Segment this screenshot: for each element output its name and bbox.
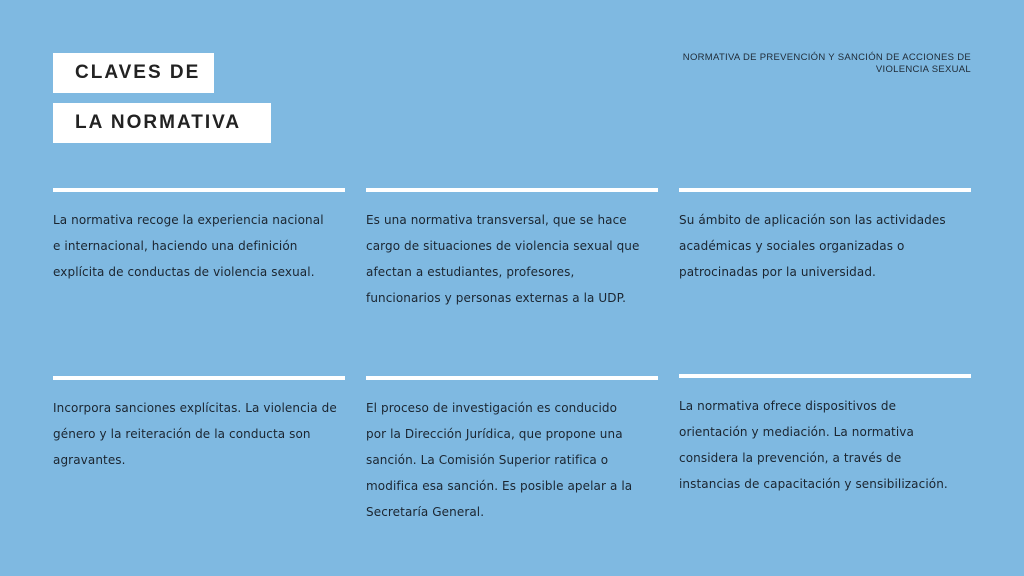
- card-text: [679, 393, 971, 497]
- title-line-2: LA NORMATIVA: [53, 103, 271, 143]
- card-text: [366, 207, 658, 311]
- card-text-line: e internacional, haciendo una definición: [53, 239, 298, 253]
- card-text-line: por la Dirección Jurídica, que propone una: [366, 427, 623, 441]
- key-point-card: [53, 376, 345, 473]
- card-text-line: Su ámbito de aplicación son las actividades: [679, 213, 946, 227]
- card-text-line: instancias de capacitación y sensibilización.: [679, 477, 948, 491]
- card-text-line: orientación y mediación. La normativa: [679, 425, 914, 439]
- card-text-line: Incorpora sanciones explícitas. La violencia de: [53, 401, 337, 415]
- card-divider: [679, 188, 971, 192]
- title-line-1: CLAVES DE: [53, 53, 214, 93]
- card-divider: [53, 188, 345, 192]
- card-text-line: académicas y sociales organizadas o: [679, 239, 905, 253]
- card-text-line: La normativa ofrece dispositivos de: [679, 399, 897, 413]
- card-text-line: explícita de conductas de violencia sexual.: [53, 265, 315, 279]
- card-text-line: género y la reiteración de la conducta son: [53, 427, 311, 441]
- key-point-card: [679, 374, 971, 497]
- card-divider: [366, 376, 658, 380]
- card-text-line: considera la prevención, a través de: [679, 451, 902, 465]
- header-note: [651, 52, 971, 76]
- card-text-line: Secretaría General.: [366, 505, 485, 519]
- card-text-line: afectan a estudiantes, profesores,: [366, 265, 575, 279]
- card-divider: [366, 188, 658, 192]
- card-text: [53, 395, 345, 473]
- card-text: [679, 207, 971, 285]
- card-text-line: agravantes.: [53, 453, 126, 467]
- card-text-line: funcionarios y personas externas a la UDP.: [366, 291, 626, 305]
- card-text-line: El proceso de investigación es conducido: [366, 401, 618, 415]
- card-text-line: La normativa recoge la experiencia nacional: [53, 213, 324, 227]
- key-point-card: [679, 188, 971, 285]
- card-divider: [679, 374, 971, 378]
- header-note-line-2: VIOLENCIA SEXUAL: [875, 64, 971, 75]
- key-point-card: [53, 188, 345, 285]
- key-point-card: [366, 376, 658, 525]
- header-note-line-1: NORMATIVA DE PREVENCIÓN Y SANCIÓN DE ACCIONES DE: [682, 52, 971, 63]
- card-divider: [53, 376, 345, 380]
- card-text: [366, 395, 658, 525]
- card-text-line: Es una normativa transversal, que se hace: [366, 213, 627, 227]
- card-text-line: modifica esa sanción. Es posible apelar a la: [366, 479, 633, 493]
- card-text-line: patrocinadas por la universidad.: [679, 265, 876, 279]
- card-text-line: cargo de situaciones de violencia sexual que: [366, 239, 640, 253]
- key-point-card: [366, 188, 658, 311]
- card-text-line: sanción. La Comisión Superior ratifica o: [366, 453, 609, 467]
- card-text: [53, 207, 345, 285]
